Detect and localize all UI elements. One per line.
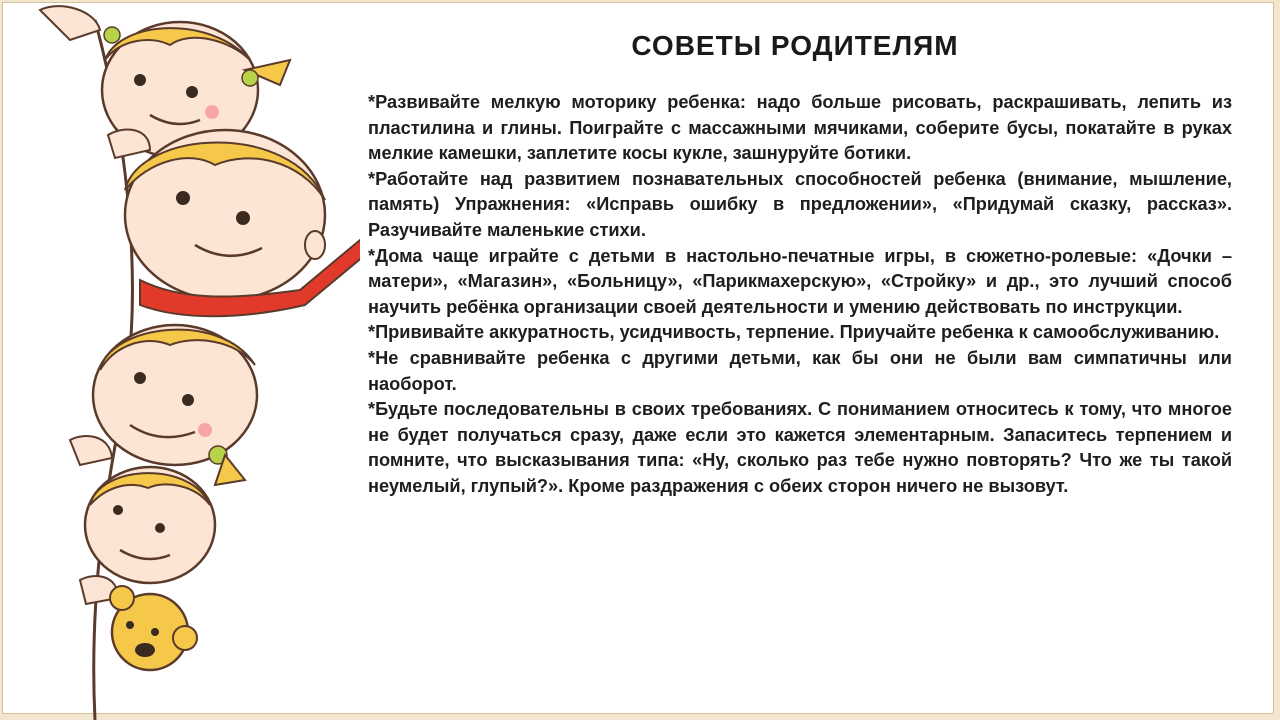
tip-item: *Не сравнивайте ребенка с другими детьми, как бы они не были вам симпатичны или наоборот. — [368, 347, 1232, 394]
tips-list — [368, 90, 1232, 500]
tip-item: *Развивайте мелкую моторику ребенка: надо больше рисовать, раскрашивать, лепить из пластилина и глины. Поиграйте с массажными мячиками, соберите бусы, покатайте в руках мелкие камешки, заплетите косы кукле, зашнуруйте ботики. — [368, 92, 1232, 164]
child-face-middle — [125, 130, 360, 316]
tip-item: *Прививайте аккуратность, усидчивость, терпение. Приучайте ребенка к самообслуживанию. — [368, 322, 1220, 343]
teddy-bear — [110, 586, 197, 670]
tip-item: *Работайте над развитием познавательных способностей ребенка (внимание, мышление, память) Упражнения: «Исправь ошибку в предложении», «Придумай сказку, рассказ». Разучивайте маленькие стихи. — [368, 168, 1232, 240]
child-face-bottom — [80, 467, 215, 604]
page-title: СОВЕТЫ РОДИТЕЛЯМ — [631, 30, 959, 61]
children-illustration — [0, 0, 360, 720]
tip-item: *Дома чаще играйте с детьми в настольно-печатные игры, в сюжетно-ролевые: «Дочки – матери», «Магазин», «Больницу», «Парикмахерскую», «Стройку» и др., это лучший способ научить ребёнка организации своей деятельности и умению действовать по инструкции. — [368, 245, 1232, 317]
tip-item: *Будьте последовательны в своих требованиях. С пониманием относитесь к тому, что многое не будет получаться сразу, даже если это кажется элементарным. Запаситесь терпением и помните, что высказывания типа: «Ну, сколько раз тебе нужно повторять? Что же ты такой неумелый, глупый?». Кроме раздражения с обеих сторон ничего не вызовут. — [368, 399, 1232, 496]
child-face-lower — [70, 325, 257, 485]
